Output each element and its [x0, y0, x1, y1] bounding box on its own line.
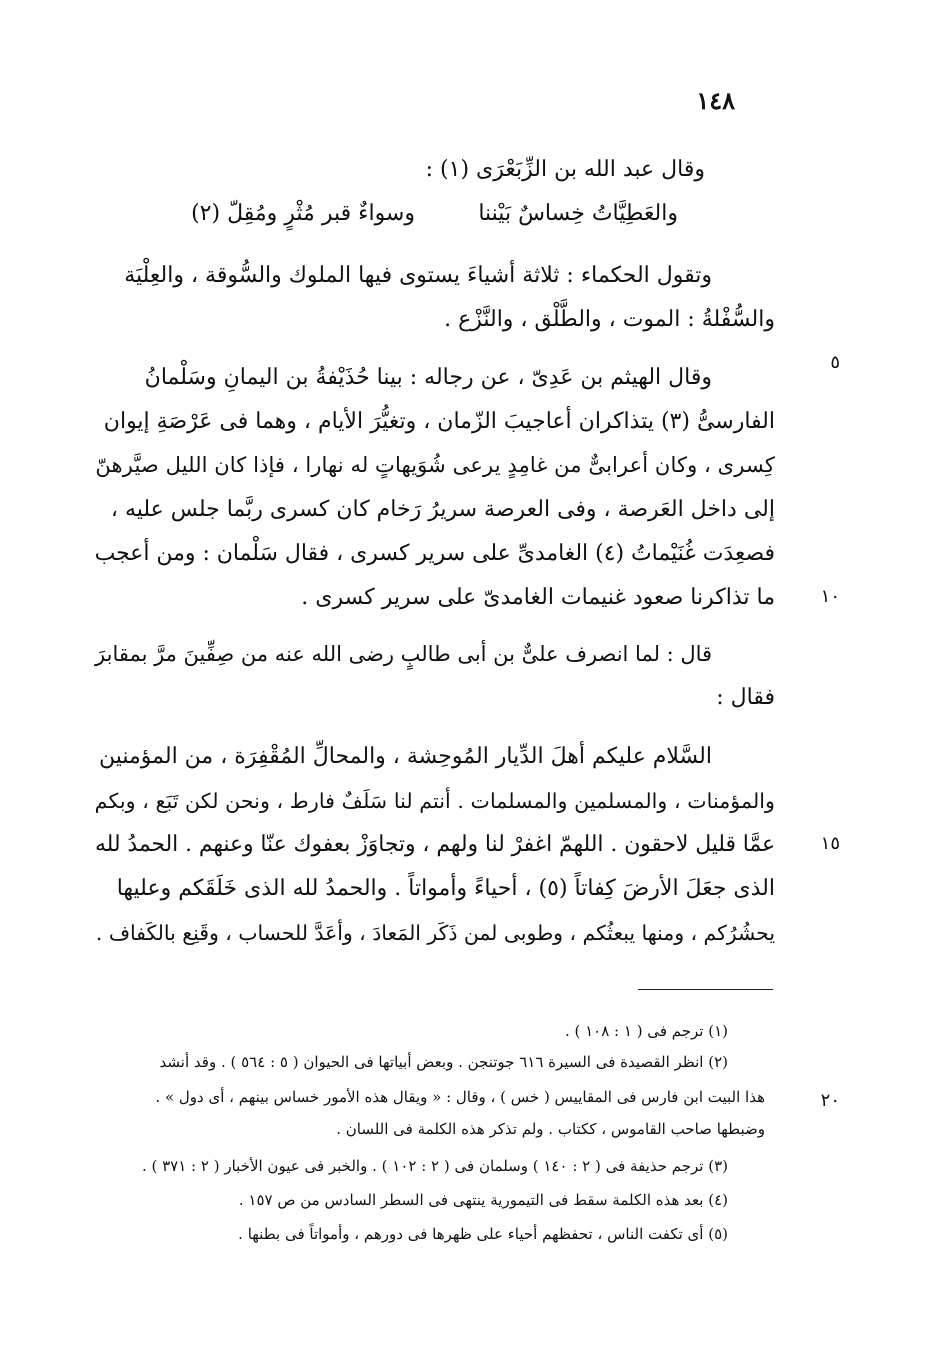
- paragraph-line: والسُّفْلةُ : الموت ، والطَّلْق ، والنَّزْع .: [444, 307, 775, 332]
- verse-intro-line: وقال عبد الله بن الزِّبَعْرَى (١) :: [425, 157, 705, 182]
- paragraph-line: فقال :: [716, 685, 775, 710]
- footnote: (١) ترجم فى ( ١ : ١٠٨ ) .: [564, 1022, 728, 1040]
- footnote: (٣) ترجم حذيفة فى ( ٢ : ١٤٠ ) وسلمان فى ( ٢ : ١٠٢ ) . والخبر فى عيون الأخبار ( ٢ : ٣٧١ ) .: [141, 1157, 728, 1175]
- footnote-separator: [638, 989, 773, 990]
- paragraph-line: ما تذاكرنا صعود غنيمات الغامدىّ على سرير كسرى .: [301, 585, 775, 610]
- paragraph-line: والمؤمنات ، والمسلمين والمسلمات . أنتم لنا سَلَفٌ فارط ، ونحن لكن تَبَع ، وبكم: [94, 789, 775, 813]
- page-number: ١٤٨: [696, 86, 735, 115]
- margin-line-number: ١٠: [820, 586, 840, 607]
- margin-line-number: ٢٠: [820, 1090, 840, 1111]
- margin-line-number: ٥: [830, 352, 840, 373]
- paragraph-line: يحشُرُكم ، ومنها يبعثُكم ، وطوبى لمن ذَكَر المَعادَ ، وأعَدَّ للحساب ، وقَنِع بالكَفاف .: [95, 921, 775, 945]
- paragraph-line: كِسرى ، وكان أعرابىٌّ من غامِدٍ يرعى شُوَيهاتٍ له نهارا ، فإذا كان الليل صيَّرهنّ: [95, 453, 775, 478]
- paragraph-line: الفارسىُّ (٣) يتذاكران أعاجيبَ الزّمان ، وتغيُّرَ الأيام ، وهما فى عَرْصَةِ إيوان: [103, 409, 775, 434]
- footnote: هذا البيت ابن فارس فى المقاييس ( خس ) ، وقال : « ويقال هذه الأمور خساس بينهم ، أى دول » .: [155, 1088, 765, 1106]
- paragraph-line: عمَّا قليل لاحقون . اللهمّ اغفرْ لنا ولهم ، وتجاوَزْ بعفوك عنّا وعنهم . الحمدُ لله: [95, 832, 775, 857]
- paragraph-line: وتقول الحكماء : ثلاثة أشياءَ يستوى فيها الملوك والسُّوقة ، والعِلْيَة: [124, 263, 712, 288]
- footnote: (٤) بعد هذه الكلمة سقط فى التيمورية ينتهى فى السطر السادس من ص ١٥٧ .: [238, 1191, 728, 1209]
- paragraph-line: فصعِدَت غُنَيْماتُ (٤) الغامدىِّ على سرير كسرى ، فقال سَلْمان : ومن أعجب: [94, 541, 775, 566]
- footnote: (٥) أى تكفت الناس ، تحفظهم أحياء على ظهرها فى دورهم ، وأمواتاً فى بطنها .: [238, 1225, 728, 1243]
- verse-hemistich-right: والعَطِيَّاتُ خِساسٌ بَيْننا: [478, 201, 678, 226]
- verse-hemistich-left: وسواءٌ قبر مُثْرٍ ومُقِلّ (٢): [191, 201, 415, 226]
- footnote: وضبطها صاحب القاموس ، ككتاب . ولم تذكر هذه الكلمة فى اللسان .: [336, 1120, 765, 1138]
- footnote: (٢) انظر القصيدة فى السيرة ٦١٦ جوتنجن . وبعض أبياتها فى الحيوان ( ٥ : ٥٦٤ ) . وقد أنشد: [159, 1053, 728, 1071]
- paragraph-line: قال : لما انصرف علىٌّ بن أبى طالبٍ رضى الله عنه من صِفِّينَ مرَّ بمقابرَ: [95, 642, 712, 666]
- paragraph-line: الذى جعَلَ الأرضَ كِفاتاً (٥) ، أحياءً وأمواتاً . والحمدُ لله الذى خَلَقَكم وعليها: [116, 876, 775, 901]
- margin-line-number: ١٥: [820, 833, 840, 854]
- paragraph-line: وقال الهيثم بن عَدِىّ ، عن رجاله : بينا حُذَيْفةُ بن اليمانِ وسَلْمانُ: [144, 365, 712, 390]
- paragraph-line: إلى داخل العَرصة ، وفى العرصة سريرُ رَخام كان كسرى ربَّما جلس عليه ،: [110, 497, 775, 522]
- paragraph-line: السَّلام عليكم أهلَ الدِّيار المُوحِشة ، والمحالِّ المُقْفِرَة ، من المؤمنين: [98, 744, 712, 769]
